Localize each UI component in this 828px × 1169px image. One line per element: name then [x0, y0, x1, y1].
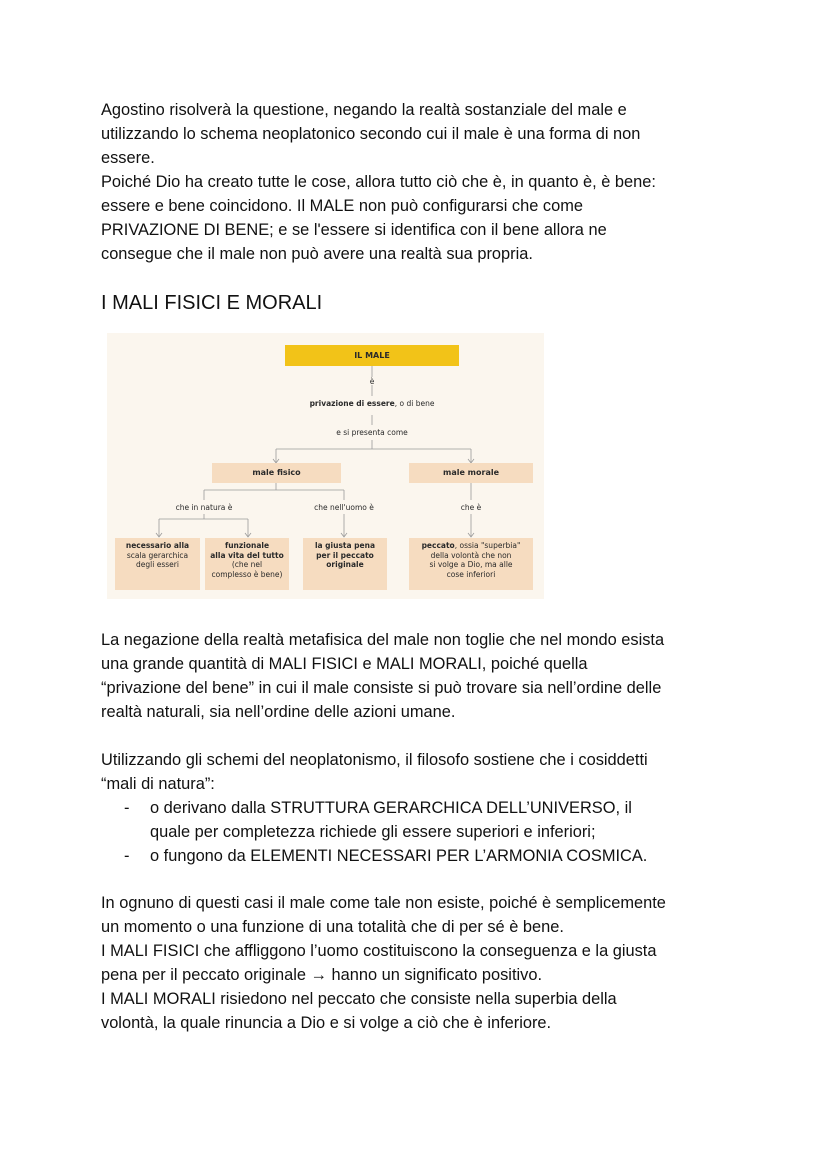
leaf-line: scala gerarchica	[126, 550, 189, 560]
neoplatonism-paragraph	[101, 748, 741, 868]
concept-map	[107, 333, 544, 599]
privation-rest: , o di bene	[394, 399, 435, 408]
diagram-is-label: è	[369, 377, 375, 386]
leaf-line: degli esseri	[136, 560, 179, 569]
text-line: quale per completezza richiede gli essere superiori e inferiori;	[150, 823, 596, 841]
presents-as-label: e si presenta come	[336, 428, 408, 437]
leaf-line: della volontà che non	[430, 550, 512, 560]
text-line: pena per il peccato originale → hanno un significato positivo.	[101, 966, 543, 984]
in-nature-label: che in natura è	[175, 503, 233, 512]
text-line: utilizzando lo schema neoplatonico secondo cui il male è una forma di non	[101, 125, 641, 143]
text-line: PRIVAZIONE DI BENE; e se l'essere si identifica con il bene allora ne	[101, 221, 607, 239]
bullet-dash: -	[124, 847, 130, 865]
text-line: Poiché Dio ha creato tutte le cose, allora tutto ciò che è, in quanto è, è bene:	[101, 173, 656, 191]
intro-paragraph	[101, 98, 741, 266]
bullet-dash: -	[124, 799, 130, 817]
leaf-line: la giusta pena	[314, 541, 376, 550]
text-line: o derivano dalla STRUTTURA GERARCHICA DELL’UNIVERSO, il	[150, 799, 632, 817]
text-line: essere e bene coincidono. Il MALE non può configurarsi che come	[101, 197, 583, 215]
conclusion-paragraph	[101, 891, 741, 1035]
which-is-label: che è	[460, 503, 482, 512]
text-line: un momento o una funzione di una totalità che di per sé è bene.	[101, 918, 564, 936]
privation-bold: privazione di essere	[309, 399, 395, 408]
list-item	[101, 844, 741, 868]
leaf-line: funzionale	[224, 541, 270, 550]
list-item	[101, 796, 741, 844]
text-line: I MALI MORALI risiedono nel peccato che consiste nella superbia della	[101, 990, 617, 1008]
leaf-functional	[205, 538, 289, 590]
text-line: realtà naturali, sia nell’ordine delle azioni umane.	[101, 703, 456, 721]
leaf-sin	[409, 538, 533, 590]
text-line: o fungono da ELEMENTI NECESSARI PER L’ARMONIA COSMICA.	[150, 847, 648, 865]
leaf-line: si volge a Dio, ma alle	[429, 560, 513, 569]
text-line: “privazione del bene” in cui il male consiste si può trovare sia nell’ordine delle	[101, 679, 662, 697]
physical-evil-box: male fisico	[212, 463, 341, 483]
moral-evil-box: male morale	[409, 463, 533, 483]
leaf-line	[409, 541, 533, 551]
leaf-line: originale	[326, 560, 364, 569]
diagram-title-box: IL MALE	[285, 345, 459, 366]
bullet-list	[101, 796, 741, 868]
text-line: essere.	[101, 149, 155, 167]
text-line: La negazione della realtà metafisica del male non toglie che nel mondo esista	[101, 631, 665, 649]
text-line: In ognuno di questi casi il male come tale non esiste, poiché è semplicemente	[101, 894, 666, 912]
section-heading: I MALI FISICI E MORALI	[101, 292, 323, 314]
leaf-line: (che nel	[231, 560, 263, 569]
sin-bold: peccato	[421, 541, 455, 550]
leaf-line: alla vita del tutto	[210, 550, 284, 560]
text-line: una grande quantità di MALI FISICI e MALI MORALI, poiché quella	[101, 655, 588, 673]
text-line: I MALI FISICI che affliggono l’uomo costituiscono la conseguenza e la giusta	[101, 942, 657, 960]
negation-paragraph	[101, 628, 741, 724]
leaf-necessary	[115, 538, 200, 590]
leaf-line: complesso è bene)	[211, 569, 283, 579]
text-line: volontà, la quale rinuncia a Dio e si volge a ciò che è inferiore.	[101, 1014, 552, 1032]
text-line: consegue che il male non può avere una realtà sua propria.	[101, 245, 533, 263]
sin-rest: , ossia "superbia"	[454, 541, 521, 550]
leaf-line: per il peccato	[316, 550, 374, 560]
in-man-label: che nell'uomo è	[314, 503, 374, 512]
leaf-penalty	[303, 538, 387, 590]
text-line: Agostino risolverà la questione, negando la realtà sostanziale del male e	[101, 101, 627, 119]
text-line: Utilizzando gli schemi del neoplatonismo, il filosofo sostiene che i cosiddetti	[101, 751, 648, 769]
leaf-line: cose inferiori	[446, 569, 496, 579]
leaf-line: necessario alla	[125, 541, 190, 550]
text-line: “mali di natura”:	[101, 775, 215, 793]
privation-label	[292, 399, 452, 415]
